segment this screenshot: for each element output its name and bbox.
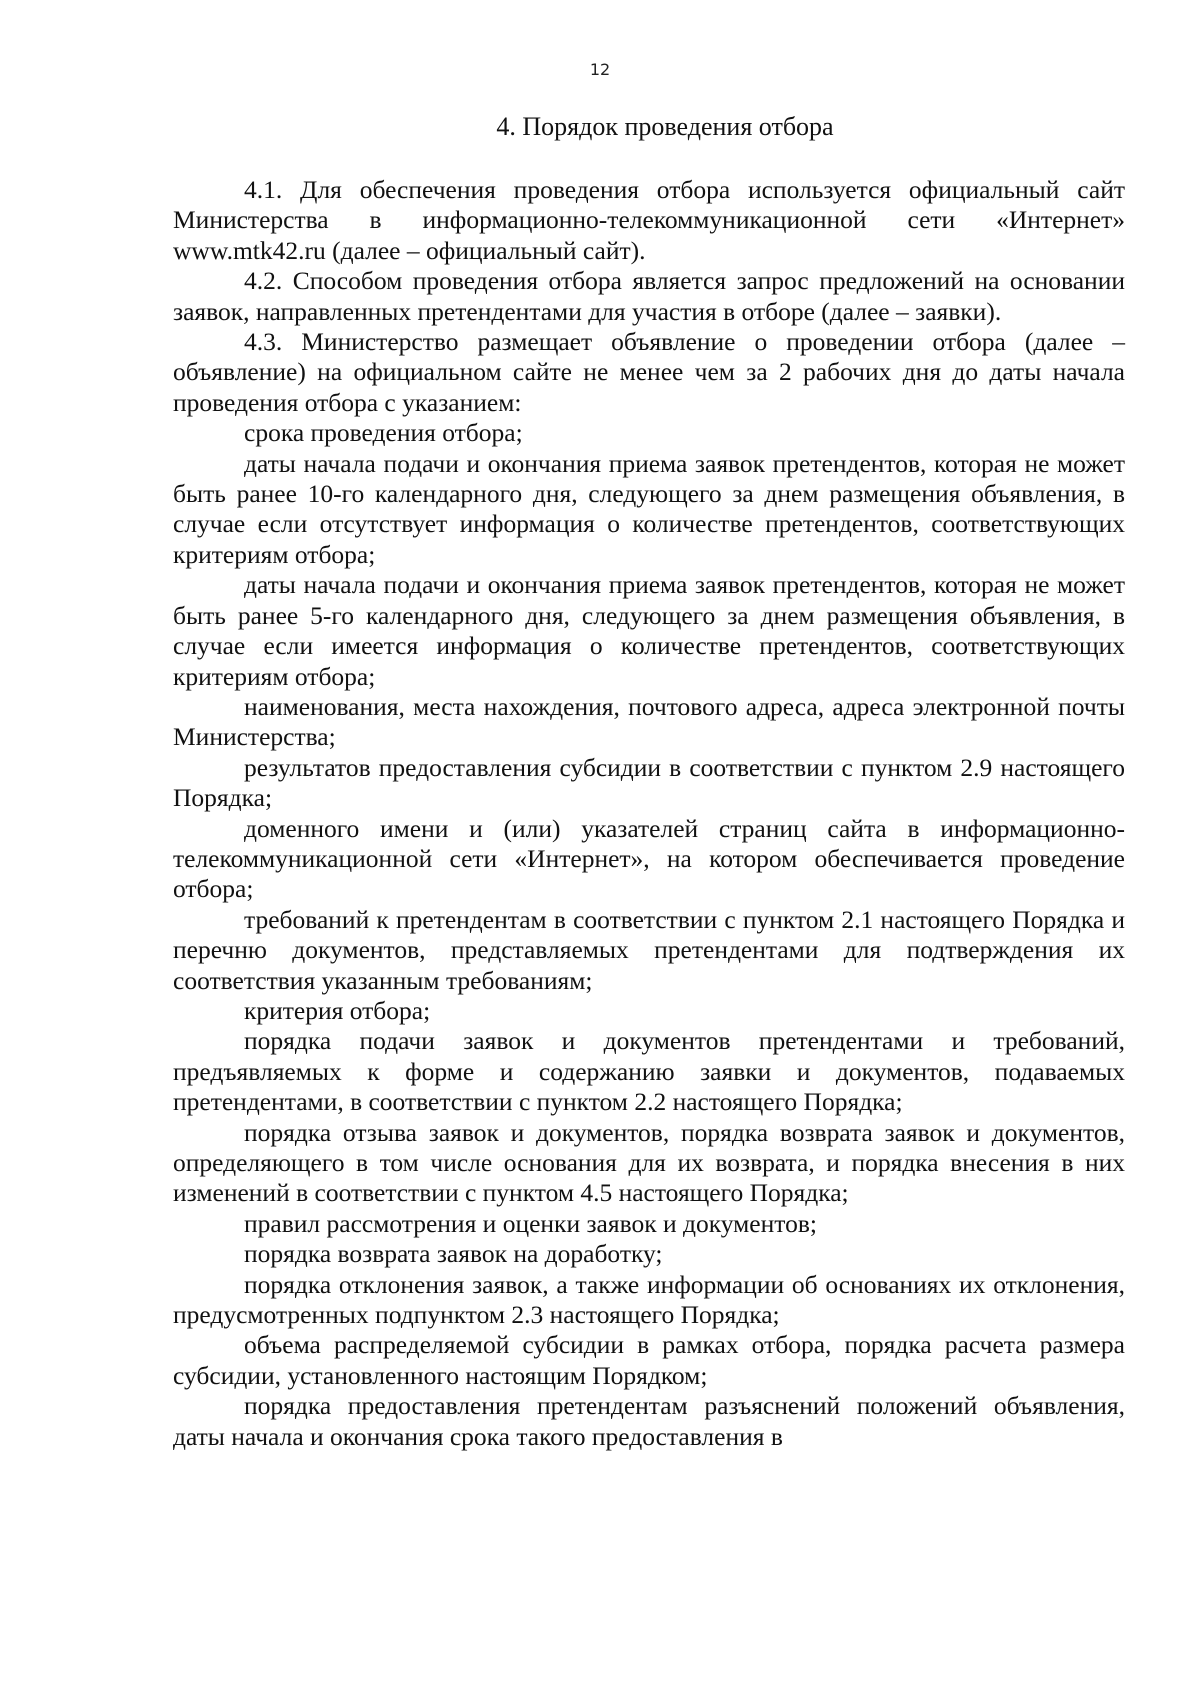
list-item: срока проведения отбора; xyxy=(244,418,523,448)
list-item: результатов предоставления субсидии в соответствии с пунктом 2.9 настоящего Порядка; xyxy=(173,752,1125,813)
list-item: порядка отзыва заявок и документов, порядка возврата заявок и документов, определяющего в том числе основания для их возврата, и порядка внесения в них изменений в соответствии с пунктом 4.5 настоящего Порядка; xyxy=(173,1117,1125,1208)
list-item: правил рассмотрения и оценки заявок и документов; xyxy=(244,1208,817,1238)
list-item: порядка отклонения заявок, а также информации об основаниях их отклонения, предусмотренных подпунктом 2.3 настоящего Порядка; xyxy=(173,1269,1125,1330)
list-item: даты начала подачи и окончания приема заявок претендентов, которая не может быть ранее 10-го календарного дня, следующего за днем размещения объявления, в случае если отсутствует информация о количестве претендентов, соответствующих критериям отбора; xyxy=(173,448,1125,569)
paragraph-4-3: 4.3. Министерство размещает объявление о проведении отбора (далее – объявление) на официальном сайте не менее чем за 2 рабочих дня до даты начала проведения отбора с указанием: xyxy=(173,327,1125,417)
section-title: 4. Порядок проведения отбора xyxy=(496,112,834,141)
list-item: критерия отбора; xyxy=(244,995,431,1025)
list-item: доменного имени и (или) указателей страниц сайта в информационно-телекоммуникационной сети «Интернет», на котором обеспечивается проведение отбора; xyxy=(173,813,1125,904)
list-item: порядка возврата заявок на доработку; xyxy=(244,1239,663,1269)
page-number: 12 xyxy=(589,60,611,79)
list-item: наименования, места нахождения, почтового адреса, адреса электронной почты Министерства; xyxy=(173,691,1125,752)
list-item: даты начала подачи и окончания приема заявок претендентов, которая не может быть ранее 5-го календарного дня, следующего за днем размещения объявления, в случае если имеется информация о количестве претендентов, соответствующих критериям отбора; xyxy=(173,570,1125,691)
list-item: порядка предоставления претендентам разъяснений положений объявления, даты начала и окончания срока такого предоставления в xyxy=(173,1391,1125,1451)
paragraph-4-1: 4.1. Для обеспечения проведения отбора используется официальный сайт Министерства в информационно-телекоммуникационной сети «Интернет» www.mtk42.ru (далее – официальный сайт). xyxy=(173,175,1125,265)
list-item: объема распределяемой субсидии в рамках отбора, порядка расчета размера субсидии, установленного настоящим Порядком; xyxy=(173,1330,1125,1390)
list-item: требований к претендентам в соответствии с пунктом 2.1 настоящего Порядка и перечню документов, представляемых претендентами для подтверждения их соответствия указанным требованиям; xyxy=(173,904,1125,995)
list-item: порядка подачи заявок и документов претендентами и требований, предъявляемых к форме и содержанию заявки и документов, подаваемых претендентами, в соответствии с пунктом 2.2 настоящего Порядка; xyxy=(173,1026,1125,1117)
paragraph-4-2: 4.2. Способом проведения отбора является запрос предложений на основании заявок, направленных претендентами для участия в отборе (далее – заявки). xyxy=(173,266,1125,326)
document-body xyxy=(173,175,1125,1452)
